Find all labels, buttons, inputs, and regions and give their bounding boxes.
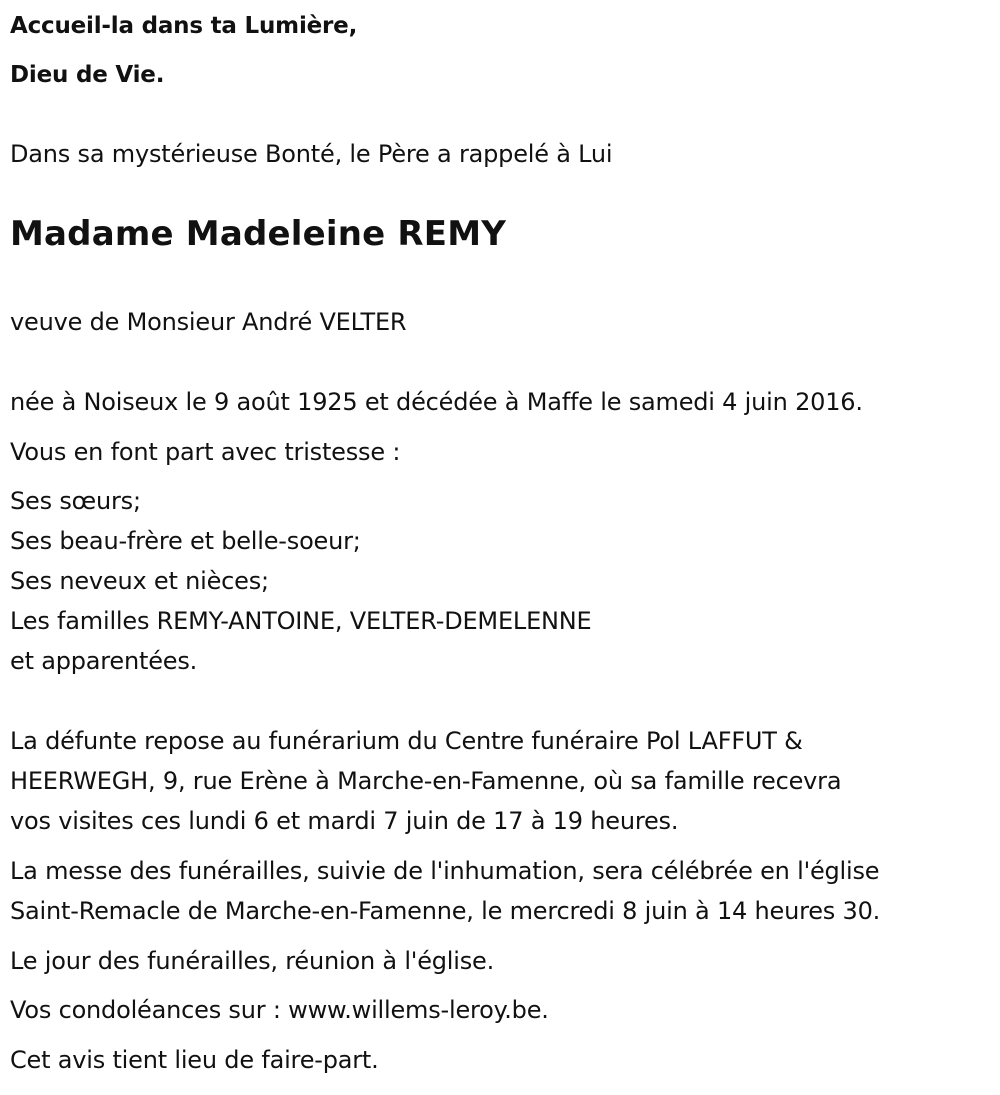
closing-text: Cet avis tient lieu de faire-part.: [10, 1046, 379, 1074]
opening-line-2: Dieu de Vie.: [10, 62, 165, 88]
mass-line: Saint-Remacle de Marche-en-Famenne, le mercredi 8 juin à 14 heures 30.: [10, 897, 881, 925]
announce-text: Vous en font part avec tristesse :: [10, 438, 401, 466]
visitation-line: HEERWEGH, 9, rue Erène à Marche-en-Famenne, où sa famille recevra: [10, 767, 842, 795]
family-line: Ses beau-frère et belle-soeur;: [10, 527, 361, 555]
mass-line: La messe des funérailles, suivie de l'inhumation, sera célébrée en l'église: [10, 857, 880, 885]
visitation-line: vos visites ces lundi 6 et mardi 7 juin de 17 à 19 heures.: [10, 807, 679, 835]
family-line: Ses sœurs;: [10, 487, 141, 515]
opening-line-1: Accueil-la dans ta Lumière,: [10, 13, 358, 39]
condolences-text: Vos condoléances sur : www.willems-leroy.be.: [10, 996, 549, 1024]
deceased-name: Madame Madeleine REMY: [10, 214, 507, 254]
family-line: Les familles REMY-ANTOINE, VELTER-DEMELENNE: [10, 607, 592, 635]
intro-text: Dans sa mystérieuse Bonté, le Père a rappelé à Lui: [10, 140, 613, 168]
family-line: et apparentées.: [10, 647, 198, 675]
family-line: Ses neveux et nièces;: [10, 567, 269, 595]
widow-of-text: veuve de Monsieur André VELTER: [10, 308, 407, 336]
birth-death-text: née à Noiseux le 9 août 1925 et décédée à Maffe le samedi 4 juin 2016.: [10, 388, 863, 416]
meeting-text: Le jour des funérailles, réunion à l'église.: [10, 947, 495, 975]
visitation-line: La défunte repose au funérarium du Centre funéraire Pol LAFFUT &: [10, 727, 803, 755]
